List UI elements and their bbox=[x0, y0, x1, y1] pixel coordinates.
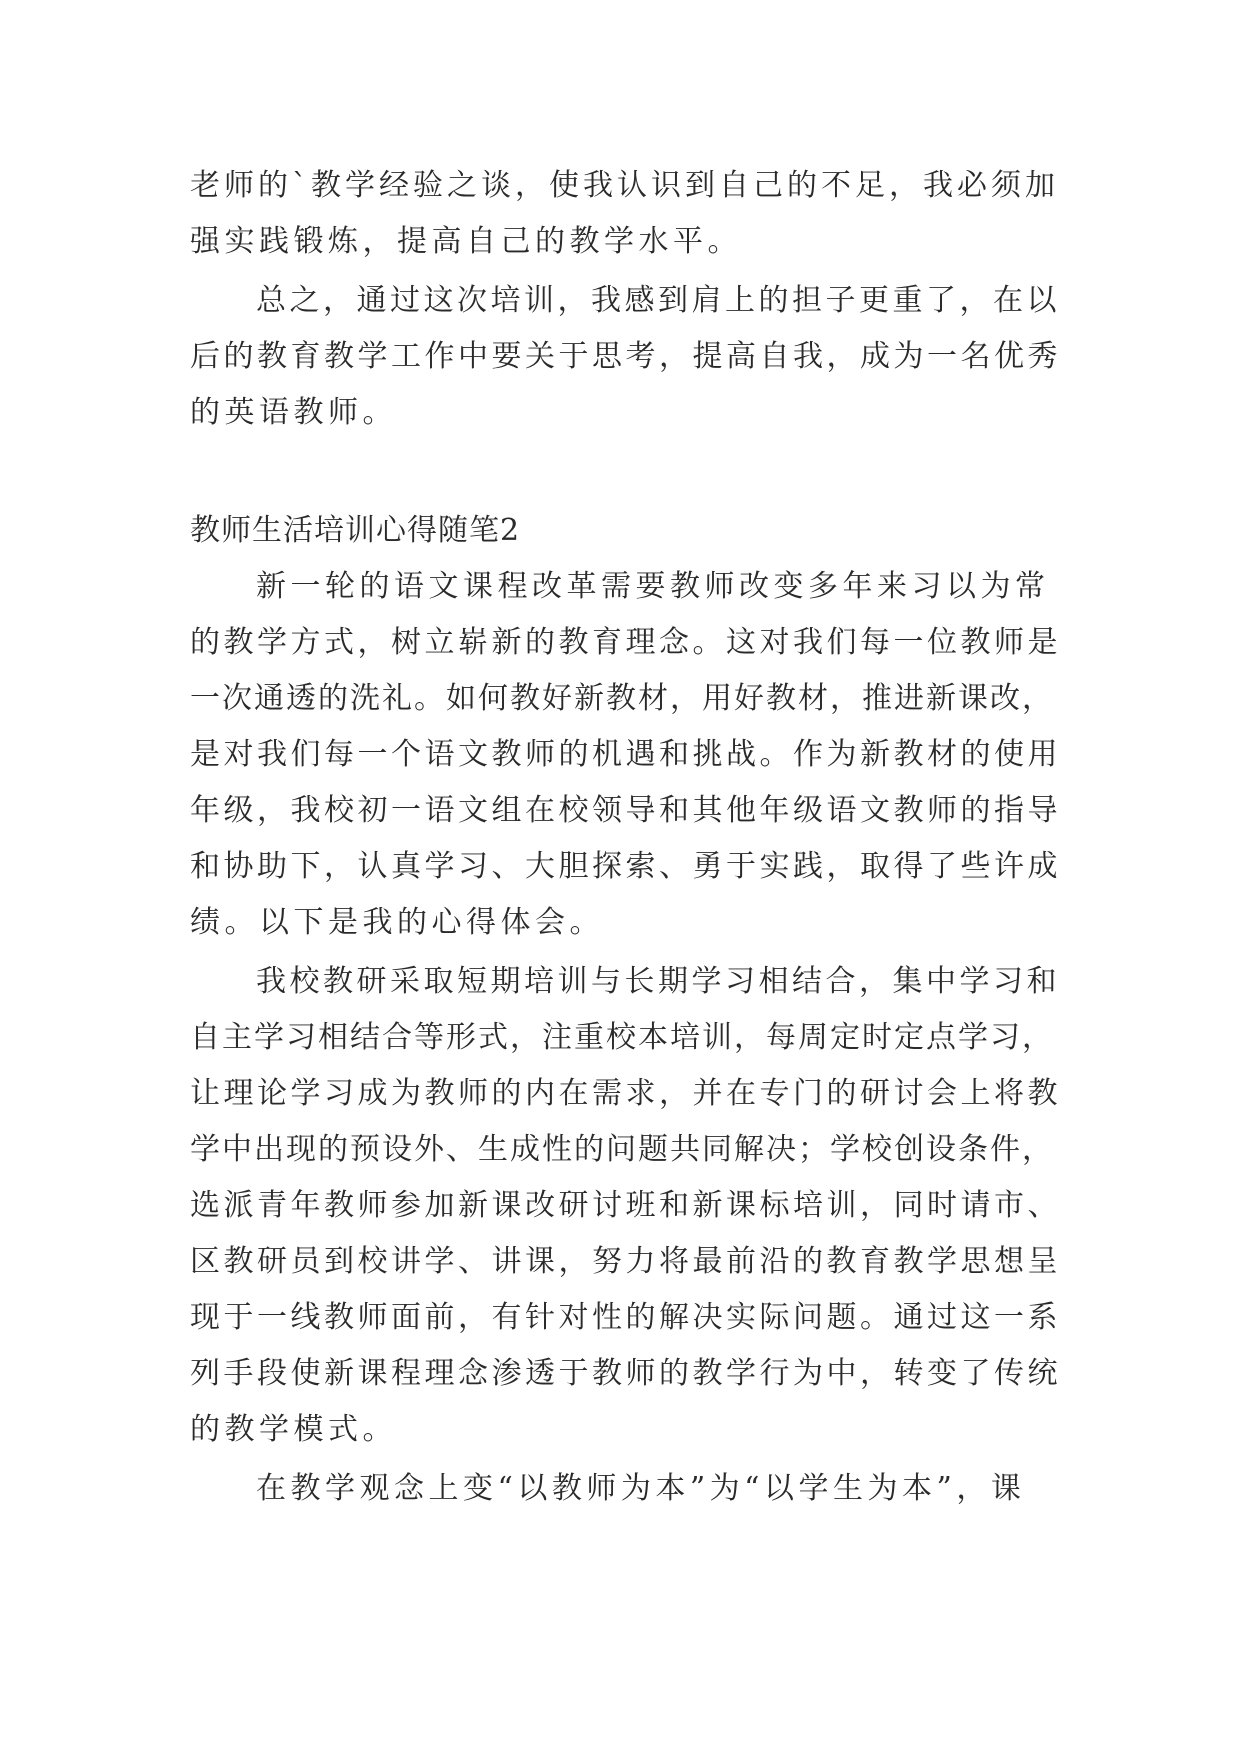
paragraph-4-line-8: 列手段使新课程理念渗透于教师的教学行为中，转变了传统 bbox=[190, 1356, 1061, 1391]
paragraph-3-line-6: 和协助下，认真学习、大胆探索、勇于实践，取得了些许成 bbox=[190, 849, 1061, 884]
paragraph-4-line-9: 的教学模式。 bbox=[190, 1412, 397, 1447]
paragraph-1-line-1: 老师的`教学经验之谈，使我认识到自己的不足，我必须加 bbox=[190, 168, 1059, 203]
paragraph-3-line-1: 新一轮的语文课程改革需要教师改变多年来习以为常 bbox=[256, 569, 1050, 604]
section-heading: 教师生活培训心得随笔2 bbox=[190, 513, 521, 548]
paragraph-2-line-3: 的英语教师。 bbox=[190, 395, 397, 430]
paragraph-3-line-3: 一次通透的洗礼。如何教好新教材，用好教材，推进新课改， bbox=[190, 681, 1054, 716]
paragraph-4-line-4: 学中出现的预设外、生成性的问题共同解决；学校创设条件， bbox=[190, 1132, 1054, 1167]
paragraph-4-line-2: 自主学习相结合等形式，注重校本培训，每周定时定点学习， bbox=[190, 1020, 1054, 1055]
paragraph-3-line-7: 绩。以下是我的心得体会。 bbox=[190, 905, 604, 940]
paragraph-5-line-1: 在教学观念上变“以教师为本”为“以学生为本”，课 bbox=[256, 1471, 1026, 1506]
paragraph-2-line-1: 总之，通过这次培训，我感到肩上的担子更重了，在以 bbox=[256, 283, 1060, 318]
paragraph-3-line-4: 是对我们每一个语文教师的机遇和挑战。作为新教材的使用 bbox=[190, 737, 1061, 772]
paragraph-3-line-5: 年级，我校初一语文组在校领导和其他年级语文教师的指导 bbox=[190, 793, 1061, 828]
paragraph-4-line-1: 我校教研采取短期培训与长期学习相结合，集中学习和 bbox=[256, 964, 1060, 999]
paragraph-1-line-2: 强实践锻炼，提高自己的教学水平。 bbox=[190, 224, 742, 259]
paragraph-4-line-5: 选派青年教师参加新课改研讨班和新课标培训，同时请市、 bbox=[190, 1188, 1061, 1223]
paragraph-4-line-6: 区教研员到校讲学、讲课，努力将最前沿的教育教学思想呈 bbox=[190, 1244, 1061, 1279]
paragraph-4-line-3: 让理论学习成为教师的内在需求，并在专门的研讨会上将教 bbox=[190, 1076, 1061, 1111]
paragraph-3-line-2: 的教学方式，树立崭新的教育理念。这对我们每一位教师是 bbox=[190, 625, 1061, 660]
paragraph-4-line-7: 现于一线教师面前，有针对性的解决实际问题。通过这一系 bbox=[190, 1300, 1061, 1335]
paragraph-2-line-2: 后的教育教学工作中要关于思考，提高自我，成为一名优秀 bbox=[190, 339, 1061, 374]
